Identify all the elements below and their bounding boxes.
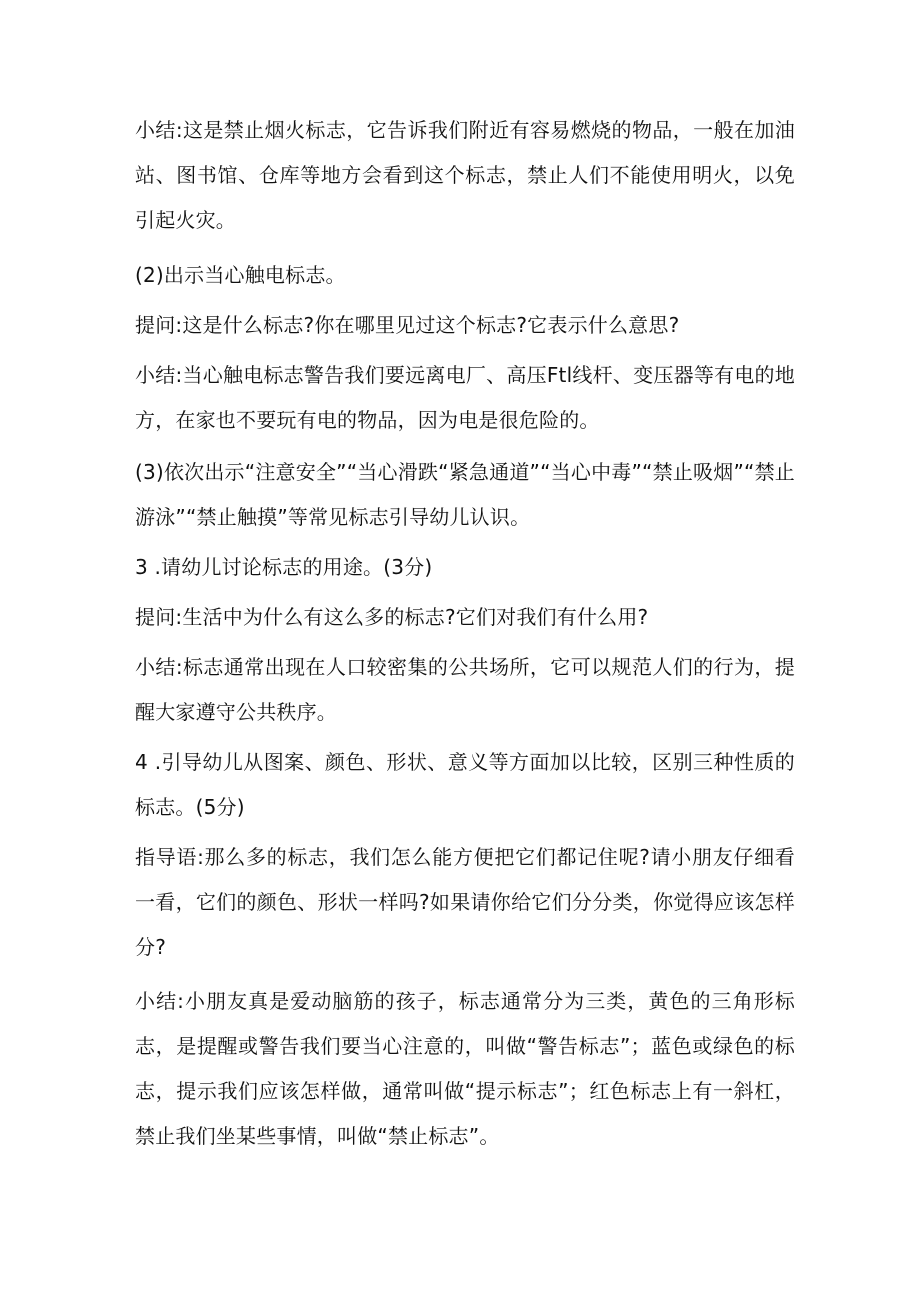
paragraph-step-4: 4 .引导幼儿从图案、颜色、形状、意义等方面加以比较，区别三种性质的标志。(5分) [135, 750, 795, 819]
paragraph-step-3: 3 .请幼儿讨论标志的用途。(3分) [135, 555, 433, 579]
paragraph-summary-purpose: 小结:标志通常出现在人口较密集的公共场所，它可以规范人们的行为，提醒大家遵守公共秩序。 [135, 655, 795, 724]
paragraph-summary-categories: 小结:小朋友真是爱动脑筋的孩子，标志通常分为三类，黄色的三角形标志，是提醒或警告我们要当心注意的，叫做“警告标志”；蓝色或绿色的标志，提示我们应该怎样做，通常叫做“提示标志”；红色标志上有一斜杠，禁止我们坐某些事情，叫做“禁止标志”。 [135, 989, 795, 1148]
paragraph-summary-electric: 小结:当心触电标志警告我们要远离电厂、高压Ftl线杆、变压器等有电的地方，在家也不要玩有电的物品，因为电是很危险的。 [135, 363, 795, 432]
paragraph-item-3: (3)依次出示“注意安全”“当心滑跌“紧急通道”“当心中毒”“禁止吸烟”“禁止游泳”“禁止触摸”等常见标志引导幼儿认识。 [135, 460, 795, 529]
paragraph-guidance: 指导语:那么多的标志，我们怎么能方便把它们都记住呢?请小朋友仔细看一看，它们的颜色、形状一样吗?如果请你给它们分分类，你觉得应该怎样分? [135, 845, 795, 959]
paragraph-item-2: (2)出示当心触电标志。 [135, 263, 346, 287]
paragraph-summary-no-fire: 小结:这是禁止烟火标志，它告诉我们附近有容易燃烧的物品，一般在加油站、图书馆、仓库等地方会看到这个标志，禁止人们不能使用明火，以免引起火灾。 [135, 118, 795, 232]
paragraph-question-1: 提问:这是什么标志?你在哪里见过这个标志?它表示什么意思? [135, 313, 680, 337]
paragraph-question-2: 提问:生活中为什么有这么多的标志?它们对我们有什么用? [135, 605, 649, 629]
